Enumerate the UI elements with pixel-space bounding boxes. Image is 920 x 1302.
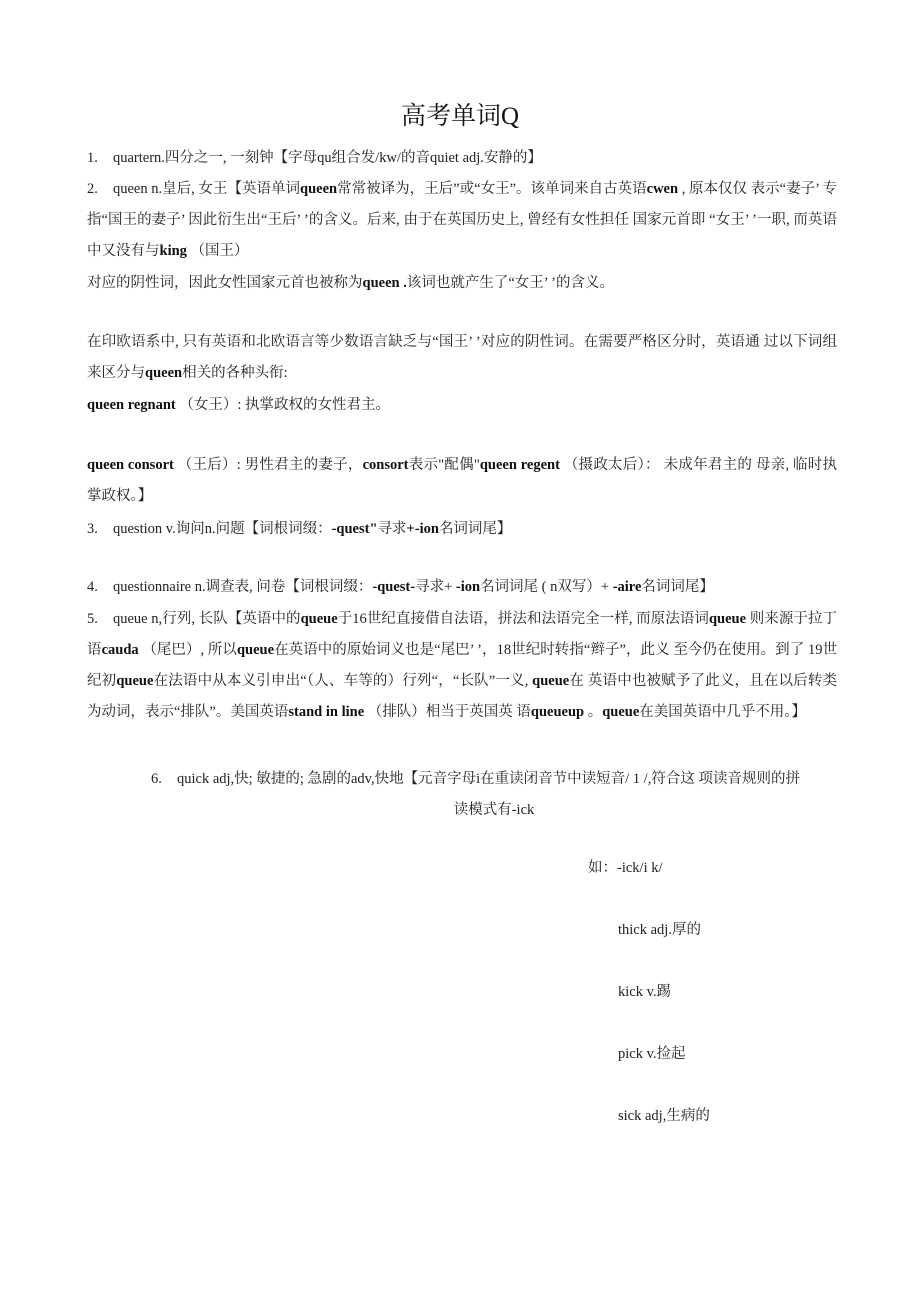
item-2-paragraph-2 — [87, 268, 837, 299]
bold-term: stand in line — [288, 704, 365, 720]
bold-term: consort — [362, 457, 409, 473]
text-run: 在印欧语系中, 只有英语和北欧语言等少数语言缺乏与“国王’ ’对应的阴性词。在需要严格区分时，英语通 过以下词组来区分与 — [87, 334, 837, 381]
text-run: （摄政太后）： 未成年君主的 母亲, 临时执掌政权。】 — [87, 457, 837, 504]
text-run: queue n,行列, 长队【英语中的 — [113, 611, 301, 627]
text-run: 寻求 — [377, 521, 407, 537]
item-6-line-2 — [151, 795, 837, 826]
bold-term: queen . — [362, 275, 407, 291]
bold-term: queen regent — [479, 457, 560, 473]
text-run: 在法语中从本义引申出“（人、车等的）行列“，“长队”一义, — [153, 673, 533, 689]
bold-term: queue — [300, 611, 338, 627]
text-run: 于16世纪直接借自法语，拼法和法语完全一样, 而原法语词 — [337, 611, 709, 627]
bold-term: king — [159, 243, 187, 259]
item-6-line-1 — [151, 764, 837, 795]
item-number: 2. — [87, 181, 98, 197]
text-run: （国王） — [186, 243, 249, 259]
bold-term: -aire — [612, 579, 642, 595]
text-run: 在 英语中也被赋予了此义，且在以后转类为动词，表示“排队”。美国英语 — [87, 673, 838, 720]
example-intro — [588, 856, 663, 880]
item-2-paragraph-4 — [87, 390, 837, 421]
bold-term: queueup — [530, 704, 585, 720]
bold-term: -quest" — [331, 521, 378, 537]
item-5 — [87, 604, 837, 728]
text-run: 在美国英语中几乎不用。】 — [639, 704, 807, 720]
text-run: 相关的各种头衔: — [182, 365, 288, 381]
bold-term: queen consort — [87, 457, 174, 473]
bold-term: -quest- — [372, 579, 416, 595]
item-number: 5. — [87, 611, 98, 627]
text-run: 在英语中的原始词义也是“尾巴’ ’，18世纪时转指“辫子”，此义 至今仍在使用。到了 19世纪初 — [87, 642, 838, 689]
text-run: question v.询问n.问题【词根词缀： — [113, 521, 332, 537]
item-number: 3. — [87, 521, 98, 537]
text-run: 名词词尾】 — [641, 579, 714, 595]
page-title: 高考单词Q — [400, 103, 520, 130]
example-word: kick v.踢 — [618, 984, 672, 1000]
text-run: 名词词尾】 — [438, 521, 512, 537]
text-run: 该词也就产生了“女王’ ’的含义。 — [406, 275, 614, 291]
item-6 — [151, 764, 837, 826]
example-word: sick adj,生病的 — [618, 1108, 710, 1124]
item-4 — [87, 572, 837, 603]
example-word: pick v.捡起 — [618, 1046, 686, 1062]
text-run: quick adj,快; 敏捷的; 急剧的adv,快地【元音字母i在重读闭音节中读短音/ 1 /,符合这 项读音规则的拼 — [177, 771, 800, 787]
bold-term: queue — [602, 704, 640, 720]
text-run: queen n.皇后, 女王【英语单词 — [113, 181, 300, 197]
bold-term: queue — [116, 673, 154, 689]
item-3 — [87, 514, 837, 545]
text-run: 寻求+ — [415, 579, 456, 595]
text-run: 常常被译为，王后”或“女王”。该单词来自古英语 — [337, 181, 647, 197]
item-2-paragraph-5 — [87, 450, 837, 512]
text-run: 。 — [584, 704, 603, 720]
item-text: quartern.四分之一, 一刻钟【字母qu组合发/kw/的音quiet adj.安静的】 — [113, 150, 542, 166]
example-intro-value: -ick/i k/ — [617, 860, 663, 876]
text-run: 表示"配偶" — [408, 457, 480, 473]
bold-term: cwen — [646, 181, 679, 197]
bold-term: queen — [300, 181, 338, 197]
text-run: （尾巴）, 所以 — [138, 642, 237, 658]
text-run: 则来源于拉丁语 — [87, 611, 838, 658]
text-run: questionnaire n.调查表, 问卷【词根词缀： — [113, 579, 373, 595]
item-2 — [87, 174, 837, 267]
item-2-paragraph-3 — [87, 327, 837, 389]
text-run: 名词词尾 ( n双写）+ — [480, 579, 613, 595]
example-intro-label: 如： — [588, 860, 617, 876]
text-run: 对应的阴性词，因此女性国家元首也被称为 — [87, 275, 363, 291]
item-number: 1. — [87, 150, 98, 166]
bold-term: -ion — [455, 579, 481, 595]
text-run: （王后）: 男性君主的妻子， — [173, 457, 363, 473]
example-word: thick adj.厚的 — [618, 922, 701, 938]
bold-term: queue — [532, 673, 570, 689]
bold-term: cauda — [101, 642, 139, 658]
text-run: （女王）: 执掌政权的女性君主。 — [175, 397, 391, 413]
item-number: 6. — [151, 771, 162, 787]
bold-term: queue — [236, 642, 275, 658]
bold-term: queue — [708, 611, 747, 627]
item-1 — [87, 143, 837, 174]
text-run: , 原本仅仅 表示“妻子’ 专指“国王的妻子’ 因此衍生出“王后’ ’的含义。后来, 由于在英国历史上, 曾经有女性担任 国家元首即 “女王’ ’一职, 而英语中又没有与 — [87, 181, 838, 259]
text-run: 读模式有-ick — [453, 802, 535, 818]
item-number: 4. — [87, 579, 98, 595]
bold-term: queen regnant — [87, 397, 176, 413]
bold-term: queen — [145, 365, 183, 381]
text-run: （排队）相当于英国英 语 — [364, 704, 531, 720]
bold-term: +-ion — [406, 521, 439, 537]
